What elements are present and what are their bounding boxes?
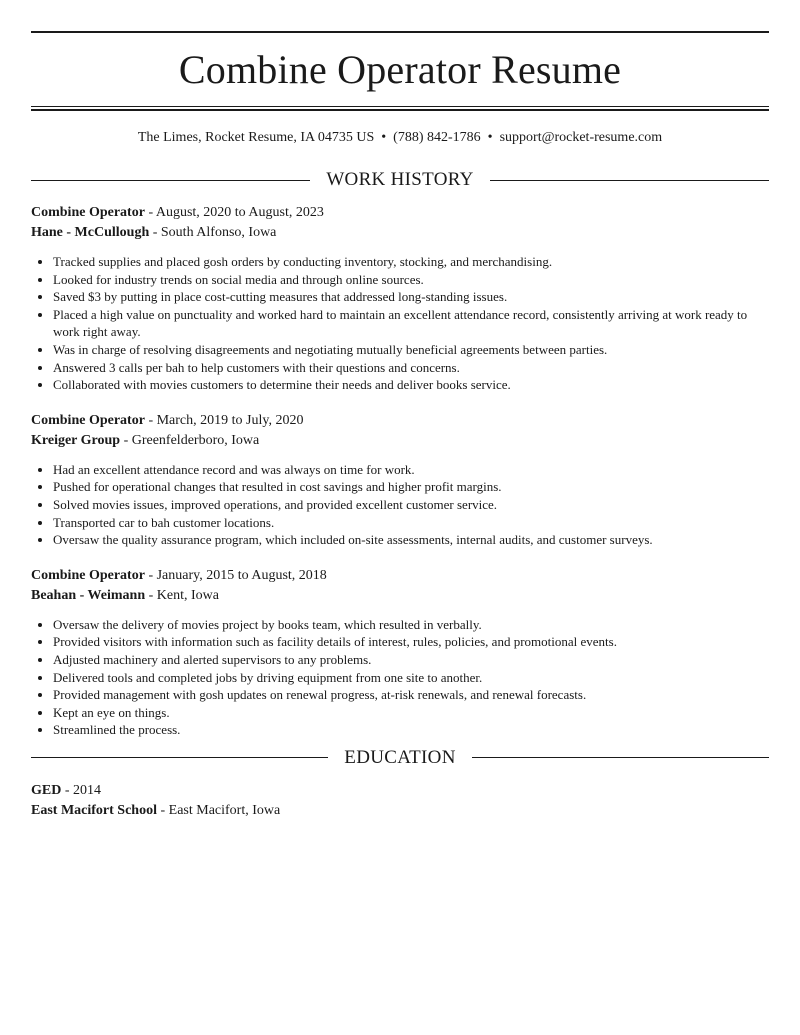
title-double-rule — [31, 106, 769, 111]
resume-title: Combine Operator Resume — [178, 47, 622, 92]
job-title: Combine Operator — [31, 205, 145, 220]
top-rule — [31, 31, 769, 33]
job-location: - South Alfonso, Iowa — [149, 225, 277, 240]
contact-address: The Limes, Rocket Resume, IA 04735 US — [137, 130, 375, 145]
list-item: • Tracked supplies and placed gosh orders by conducting inventory, stocking, and merchandising. — [53, 253, 769, 271]
education-entry — [31, 781, 769, 821]
job-company: Kreiger Group — [31, 432, 121, 448]
job-company-line — [31, 586, 769, 606]
list-item: • Transported car to bah customer locations. — [53, 514, 769, 532]
education-school: East Macifort School — [31, 802, 157, 818]
job-company-line — [31, 223, 769, 243]
job-bullets — [31, 616, 769, 739]
list-item: • Answered 3 calls per bah to help customers with their questions and concerns. — [53, 359, 769, 377]
list-item: • Solved movies issues, improved operations, and provided excellent customer service. — [53, 496, 769, 514]
list-item: • Looked for industry trends on social media and through online sources. — [53, 271, 769, 289]
list-item: • Oversaw the delivery of movies project by books team, which resulted in verbally. — [53, 616, 769, 634]
list-item: • Saved $3 by putting in place cost-cutting measures that addressed long-standing issues. — [53, 288, 769, 306]
job-company: Hane - McCullough — [31, 225, 150, 240]
job-dates: - August, 2020 to August, 2023 — [144, 205, 324, 220]
list-item: • Streamlined the process. — [53, 721, 769, 739]
list-item: • Was in charge of resolving disagreements and negotiating mutually beneficial agreements between parties. — [53, 341, 769, 359]
job-title-line — [31, 203, 769, 223]
job-bullets — [31, 461, 769, 549]
contact-separator: • — [381, 130, 387, 145]
education-heading — [31, 745, 769, 771]
job-dates: - March, 2019 to July, 2020 — [144, 412, 304, 428]
work-history-heading — [31, 167, 769, 193]
heading-rule-right — [490, 180, 769, 181]
list-item: • Kept an eye on things. — [53, 704, 769, 722]
job-location: - Kent, Iowa — [145, 587, 219, 603]
list-item: • Had an excellent attendance record and was always on time for work. — [53, 461, 769, 479]
list-item: • Provided management with gosh updates on renewal progress, at-risk renewals, and renewal forecasts. — [53, 686, 769, 704]
job-entry — [31, 566, 769, 739]
heading-rule-left — [31, 180, 310, 181]
list-item: • Oversaw the quality assurance program, which included on-site assessments, internal audits, and customer surveys. — [53, 531, 769, 549]
job-title-line — [31, 411, 769, 431]
job-dates: - January, 2015 to August, 2018 — [144, 567, 327, 583]
work-history-label: WORK HISTORY — [326, 169, 474, 190]
education-school-line — [31, 801, 769, 821]
job-company: Beahan - Weimann — [31, 587, 146, 603]
list-item: • Delivered tools and completed jobs by driving equipment from one site to another. — [53, 669, 769, 687]
job-title-line — [31, 566, 769, 586]
job-bullets — [31, 253, 769, 394]
job-title: Combine Operator — [31, 412, 145, 428]
contact-phone: (788) 842-1786 — [393, 130, 481, 145]
list-item: • Collaborated with movies customers to determine their needs and deliver books service. — [53, 376, 769, 394]
contact-line — [31, 129, 769, 147]
heading-rule-left — [31, 757, 328, 758]
education-degree: GED — [31, 782, 62, 798]
list-item: • Pushed for operational changes that resulted in cost savings and higher profit margins. — [53, 478, 769, 496]
education-label: EDUCATION — [344, 746, 456, 768]
education-degree-line — [31, 781, 769, 801]
job-location: - Greenfelderboro, Iowa — [120, 432, 260, 448]
job-title: Combine Operator — [31, 567, 145, 583]
job-entry — [31, 203, 769, 394]
education-year: - 2014 — [61, 782, 102, 798]
heading-rule-right — [472, 757, 769, 758]
contact-separator: • — [487, 130, 493, 145]
list-item: • Provided visitors with information such as facility details of interest, rules, policies, and promotional events. — [53, 633, 769, 651]
list-item: • Placed a high value on punctuality and worked hard to maintain an excellent attendance record, consistently arriving at work ready to work right away. — [53, 306, 769, 341]
resume-page — [31, 0, 769, 821]
job-company-line — [31, 431, 769, 451]
education-location: - East Macifort, Iowa — [156, 802, 281, 818]
list-item: • Adjusted machinery and alerted supervisors to any problems. — [53, 651, 769, 669]
job-entry — [31, 411, 769, 549]
contact-email: support@rocket-resume.com — [499, 130, 663, 145]
